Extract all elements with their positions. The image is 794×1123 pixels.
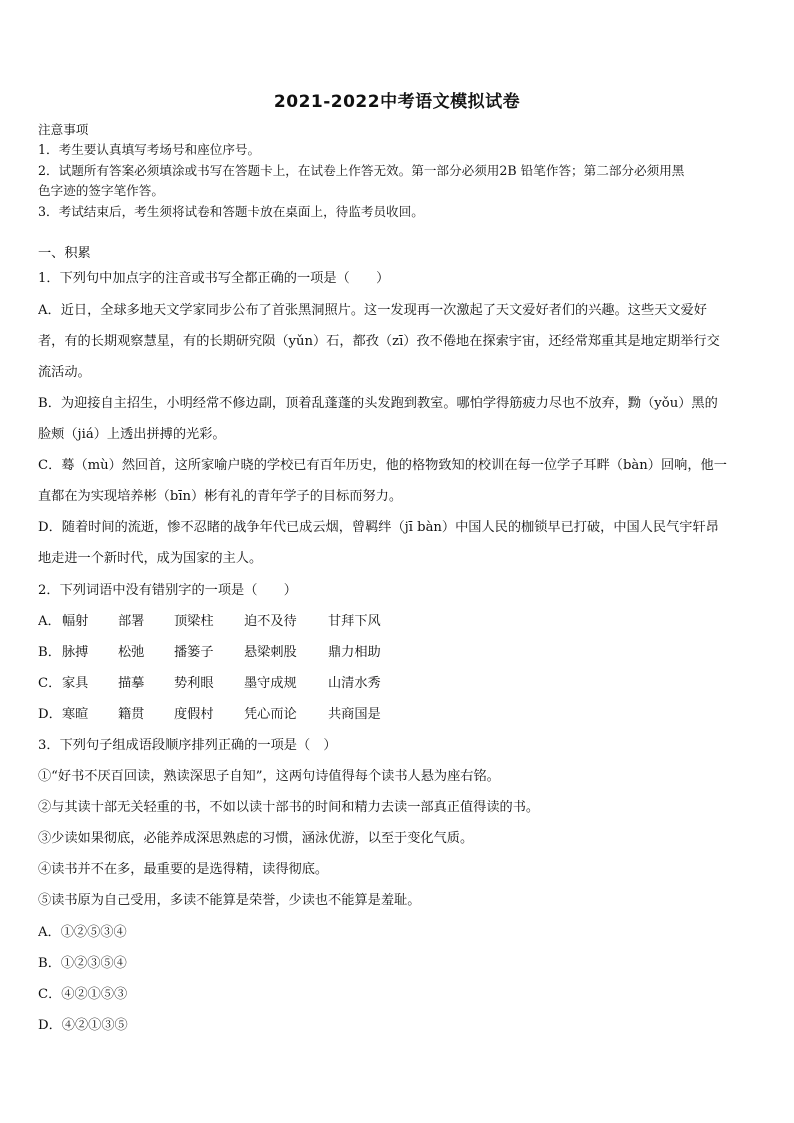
question-2-option-c xyxy=(38,675,760,693)
question-3-sentence: ①“好书不厌百回读，熟读深思子自知”，这两句诗值得每个读书人悬为座右铭。 xyxy=(38,769,500,784)
question-1-option-line: 直都在为实现培养彬（bīn）彬有礼的青年学子的目标而努力。 xyxy=(38,489,403,504)
question-1-option-line: B．为迎接自主招生，小明经常不修边副，顶着乱蓬蓬的头发跑到教室。哪怕学得筋疲力尽也不放弃，黝（yǒu）黑的 xyxy=(38,396,718,411)
option-word: 悬梁刺股 xyxy=(244,645,297,660)
question-1-option-line: D．随着时间的流逝，惨不忍睹的战争年代已成云烟，曾羁绊（jī bàn）中国人民的枷锁早已打破，中国人民气宇轩昂 xyxy=(38,520,719,535)
question-3-stem: 3．下列句子组成语段顺序排列正确的一项是（ ） xyxy=(38,738,337,753)
option-word: 松弛 xyxy=(118,645,145,660)
question-1-option-line: 流活动。 xyxy=(38,365,91,380)
question-1-option-line: A．近日，全球多地天文学家同步公布了首张黑洞照片。这一发现再一次激起了天文爱好者们的兴趣。这些天文爱好 xyxy=(38,303,707,318)
question-3-sentence: ②与其读十部无关轻重的书，不如以读十部书的时间和精力去读一部真正值得读的书。 xyxy=(38,800,540,815)
option-word: 幅射 xyxy=(62,614,89,629)
section-heading: 一、积累 xyxy=(38,246,91,261)
question-2-stem: 2．下列词语中没有错别字的一项是（ ） xyxy=(38,583,297,598)
option-word: 描摹 xyxy=(118,676,145,691)
option-word: 度假村 xyxy=(174,707,214,722)
option-word: 迫不及待 xyxy=(244,614,297,629)
notice-heading: 注意事项 xyxy=(38,122,89,137)
question-3-option-d: D．④②①③⑤ xyxy=(38,1018,128,1033)
option-label: A． xyxy=(38,614,61,629)
option-word: 播篓子 xyxy=(174,645,214,660)
option-label: D． xyxy=(38,707,62,722)
notice-item: 1．考生要认真填写考场号和座位序号。 xyxy=(38,142,261,157)
option-word: 共商国是 xyxy=(328,707,381,722)
page-title: 2021-2022中考语文模拟试卷 xyxy=(273,92,521,112)
option-word: 寒暄 xyxy=(62,707,89,722)
notice-item: 色字迹的签字笔作答。 xyxy=(38,183,164,198)
option-word: 甘拜下风 xyxy=(328,614,381,629)
question-1-option-line: 地走进一个新时代，成为国家的主人。 xyxy=(38,551,263,566)
option-label: B． xyxy=(38,645,61,660)
question-2-option-b xyxy=(38,644,760,662)
question-3-sentence: ③少读如果彻底，必能养成深思熟虑的习惯，涵泳优游，以至于变化气质。 xyxy=(38,831,474,846)
option-word: 墨守成规 xyxy=(244,676,297,691)
option-word: 家具 xyxy=(62,676,89,691)
option-word: 脉搏 xyxy=(62,645,89,660)
option-word: 籍贯 xyxy=(118,707,145,722)
option-word: 山清水秀 xyxy=(328,676,381,691)
question-2-option-a xyxy=(38,613,760,631)
option-word: 势利眼 xyxy=(174,676,214,691)
option-word: 凭心而论 xyxy=(244,707,297,722)
notice-item: 2．试题所有答案必须填涂或书写在答题卡上，在试卷上作答无效。第一部分必须用2B 铅笔作答；第二部分必须用黑 xyxy=(38,163,685,178)
question-1-stem: 1．下列句中加点字的注音或书写全都正确的一项是（ ） xyxy=(38,271,390,286)
question-2-option-d xyxy=(38,706,760,724)
question-3-option-b: B．①②③⑤④ xyxy=(38,956,127,971)
question-3-option-a: A．①②⑤③④ xyxy=(38,925,127,940)
option-word: 顶梁柱 xyxy=(174,614,214,629)
question-1-option-line: C．蓦（mù）然回首，这所家喻户晓的学校已有百年历史，他的格物致知的校训在每一位学子耳畔（bàn）回响，他一 xyxy=(38,458,727,473)
question-1-option-line: 者，有的长期观察慧星，有的长期研究陨（yǔn）石，都孜（zī）孜不倦地在探索宇宙，还经常郑重其是地定期举行交 xyxy=(38,334,720,349)
question-3-sentence: ④读书并不在多，最重要的是选得精，读得彻底。 xyxy=(38,862,329,877)
question-1-option-line: 脸颊（jiá）上透出拼搏的光彩。 xyxy=(38,427,226,442)
notice-item: 3．考试结束后，考生须将试卷和答题卡放在桌面上，待监考员收回。 xyxy=(38,204,424,219)
question-3-sentence: ⑤读书原为自己受用，多读不能算是荣誉，少读也不能算是羞耻。 xyxy=(38,893,421,908)
option-word: 部署 xyxy=(118,614,145,629)
option-word: 鼎力相助 xyxy=(328,645,381,660)
option-label: C． xyxy=(38,676,62,691)
question-3-option-c: C．④②①⑤③ xyxy=(38,987,128,1002)
